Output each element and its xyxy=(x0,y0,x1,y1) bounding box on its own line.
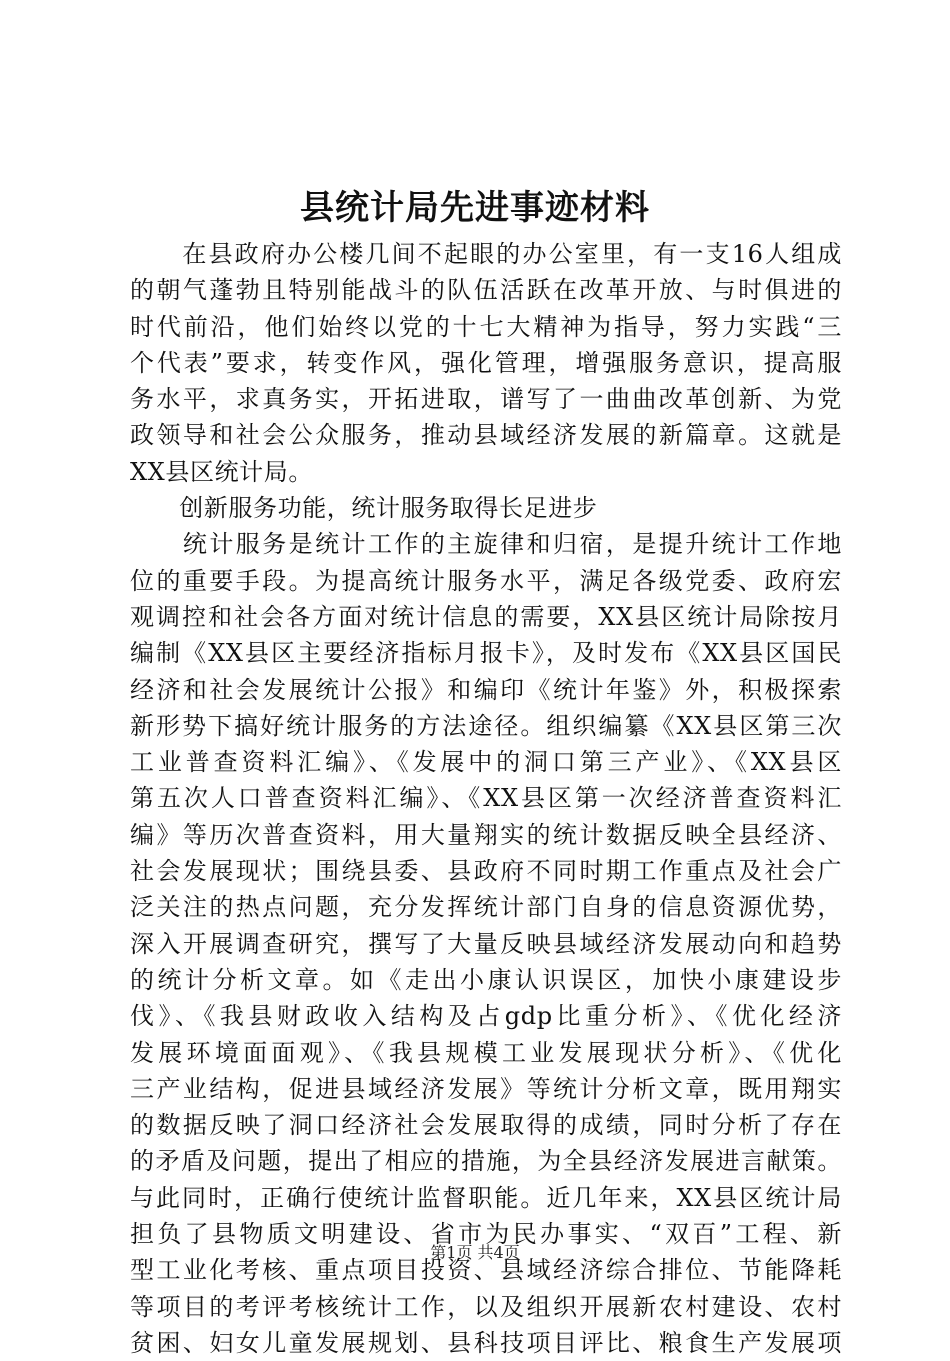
text-line: 与此同时，正确行使统计监督职能。近几年来，XX县区统计局 xyxy=(130,1183,842,1212)
text-line: 位的重要手段。为提高统计服务水平，满足各级党委、政府宏 xyxy=(130,566,842,595)
text-line: 贫困、妇女儿童发展规划、县科技项目评比、粮食生产发展项 xyxy=(130,1328,842,1357)
page-number-footer: 第1页 共4页 xyxy=(430,1243,520,1262)
text-line: 发展环境面面观》、《我县规模工业发展现状分析》、《优化 xyxy=(130,1038,842,1067)
text-line: 第五次人口普查资料汇编》、《XX县区第一次经济普查资料汇 xyxy=(130,784,842,813)
section-heading: 创新服务功能，统计服务取得长足进步 xyxy=(130,494,598,523)
document-body xyxy=(130,236,842,1361)
text-line: 政领导和社会公众服务，推动县域经济发展的新篇章。这就是 xyxy=(130,421,842,450)
text-line: 社会发展现状；围绕县委、县政府不同时期工作重点及社会广 xyxy=(130,857,842,886)
text-line: 编制《XX县区主要经济指标月报卡》，及时发布《XX县区国民 xyxy=(130,639,842,668)
text-line: 时代前沿，他们始终以党的十七大精神为指导，努力实践“三 xyxy=(130,312,842,341)
text-line: 在县政府办公楼几间不起眼的办公室里，有一支16人组成 xyxy=(130,240,842,268)
text-line: 观调控和社会各方面对统计信息的需要，XX县区统计局除按月 xyxy=(130,602,842,631)
document-title: 县统计局先进事迹材料 xyxy=(300,188,650,228)
text-line: 工业普查资料汇编》、《发展中的洞口第三产业》、《XX县区 xyxy=(130,748,842,777)
text-line: 新形势下搞好统计服务的方法途径。组织编纂《XX县区第三次 xyxy=(130,711,842,740)
text-line: 统计服务是统计工作的主旋律和归宿，是提升统计工作地 xyxy=(130,530,842,559)
text-line: 经济和社会发展统计公报》和编印《统计年鉴》外，积极探索 xyxy=(130,675,842,704)
text-line: 泛关注的热点问题，充分发挥统计部门自身的信息资源优势， xyxy=(130,893,842,922)
text-line: 的朝气蓬勃且特别能战斗的队伍活跃在改革开放、与时俱进的 xyxy=(130,276,842,305)
text-line: 编》等历次普查资料，用大量翔实的统计数据反映全县经济、 xyxy=(130,820,842,849)
text-line: 个代表”要求，转变作风，强化管理，增强服务意识，提高服 xyxy=(130,348,842,377)
text-line: 务水平，求真务实，开拓进取，谱写了一曲曲改革创新、为党 xyxy=(130,385,842,414)
text-line: 的数据反映了洞口经济社会发展取得的成绩，同时分析了存在 xyxy=(130,1111,842,1140)
text-line: 担负了县物质文明建设、省市为民办事实、“双百”工程、新 xyxy=(130,1220,842,1249)
text-line: 三产业结构，促进县域经济发展》等统计分析文章，既用翔实 xyxy=(130,1074,842,1103)
text-line: 的统计分析文章。如《走出小康认识误区，加快小康建设步 xyxy=(130,965,842,994)
text-line: XX县区统计局。 xyxy=(130,457,313,486)
text-line: 等项目的考评考核统计工作，以及组织开展新农村建设、农村 xyxy=(130,1292,842,1321)
text-line: 型工业化考核、重点项目投资、县域经济综合排位、节能降耗 xyxy=(130,1256,842,1285)
text-line: 的矛盾及问题，提出了相应的措施，为全县经济发展进言献策。 xyxy=(130,1147,842,1176)
text-line: 深入开展调查研究，撰写了大量反映县域经济发展动向和趋势 xyxy=(130,929,842,958)
text-line: 伐》、《我县财政收入结构及占gdp比重分析》、《优化经济 xyxy=(130,1002,842,1031)
